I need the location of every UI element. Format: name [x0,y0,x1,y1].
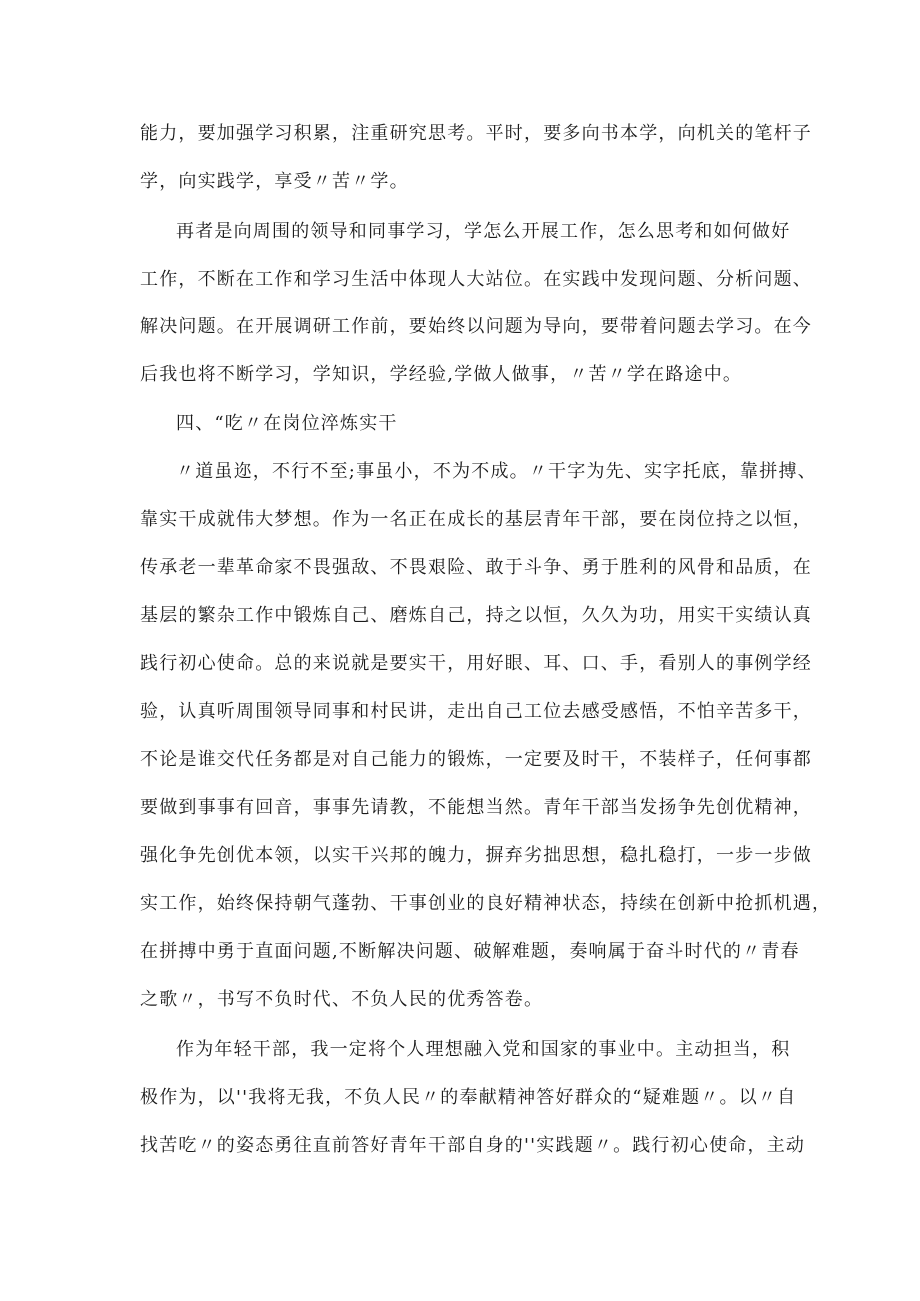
paragraph-line: 强化争先创优本领，以实干兴邦的魄力，摒弃劣拙思想，稳扎稳打，一步一步做 [140,845,812,866]
section-heading: 四、“吃〃在岗位淬炼实干 [176,413,398,434]
paragraph-line: 再者是向周围的领导和同事学习，学怎么开展工作，怎么思考和如何做好 [176,221,791,242]
paragraph-line: 之歌〃，书写不负时代、不负人民的优秀答卷。 [140,989,544,1010]
paragraph-line: 传承老一辈革命家不畏强敌、不畏艰险、敢于斗争、勇于胜利的风骨和品质，在 [140,557,812,578]
paragraph-line: 靠实干成就伟大梦想。作为一名正在成长的基层青年干部，要在岗位持之以恒， [140,509,812,530]
paragraph-line: 能力，要加强学习积累，注重研究思考。平时，要多向书本学，向机关的笔杆子 [140,123,812,144]
paragraph-line: 〃道虽迩，不行不至;事虽小，不为不成。〃干字为先、实字托底，靠拼搏、 [176,461,817,482]
paragraph-line: 解决问题。在开展调研工作前，要始终以问题为导向，要带着问题去学习。在今 [140,316,812,337]
paragraph-line: 找苦吃〃的姿态勇往直前答好青年干部自身的''实践题〃。践行初心使命，主动 [140,1135,806,1156]
paragraph-line: 极作为，以''我将无我，不负人民〃的奉献精神答好群众的“疑难题〃。以〃自 [140,1087,797,1108]
paragraph-line: 基层的繁杂工作中锻炼自己、磨炼自己，持之以恒，久久为功，用实干实绩认真 [140,605,812,626]
paragraph-line: 践行初心使命。总的来说就是要实干，用好眼、耳、口、手，看别人的事例学经 [140,653,812,674]
paragraph-line: 在拼搏中勇于直面问题,不断解决问题、破解难题，奏响属于奋斗时代的〃青春 [140,941,800,962]
paragraph-line: 作为年轻干部，我一定将个人理想融入党和国家的事业中。主动担当，积 [176,1039,791,1060]
paragraph-line: 后我也将不断学习，学知识，学经验,学做人做事，〃苦〃学在路途中。 [140,364,743,385]
paragraph-line: 要做到事事有回音，事事先请教，不能想当然。青年干部当发扬争先创优精神， [140,797,812,818]
paragraph-line: 验，认真听周围领导同事和村民讲，走出自己工位去感受感悟，不怕辛苦多干， [140,701,812,722]
paragraph-line: 实工作，始终保持朝气蓬勃、干事创业的良好精神状态，持续在创新中抢抓机遇， [140,893,832,914]
paragraph-line: 学，向实践学，享受〃苦〃学。 [140,171,409,192]
paragraph-line: 工作，不断在工作和学习生活中体现人大站位。在实践中发现问题、分析问题、 [140,269,812,290]
paragraph-line: 不论是谁交代任务都是对自己能力的锻炼，一定要及时干，不装样子，任何事都 [140,749,812,770]
